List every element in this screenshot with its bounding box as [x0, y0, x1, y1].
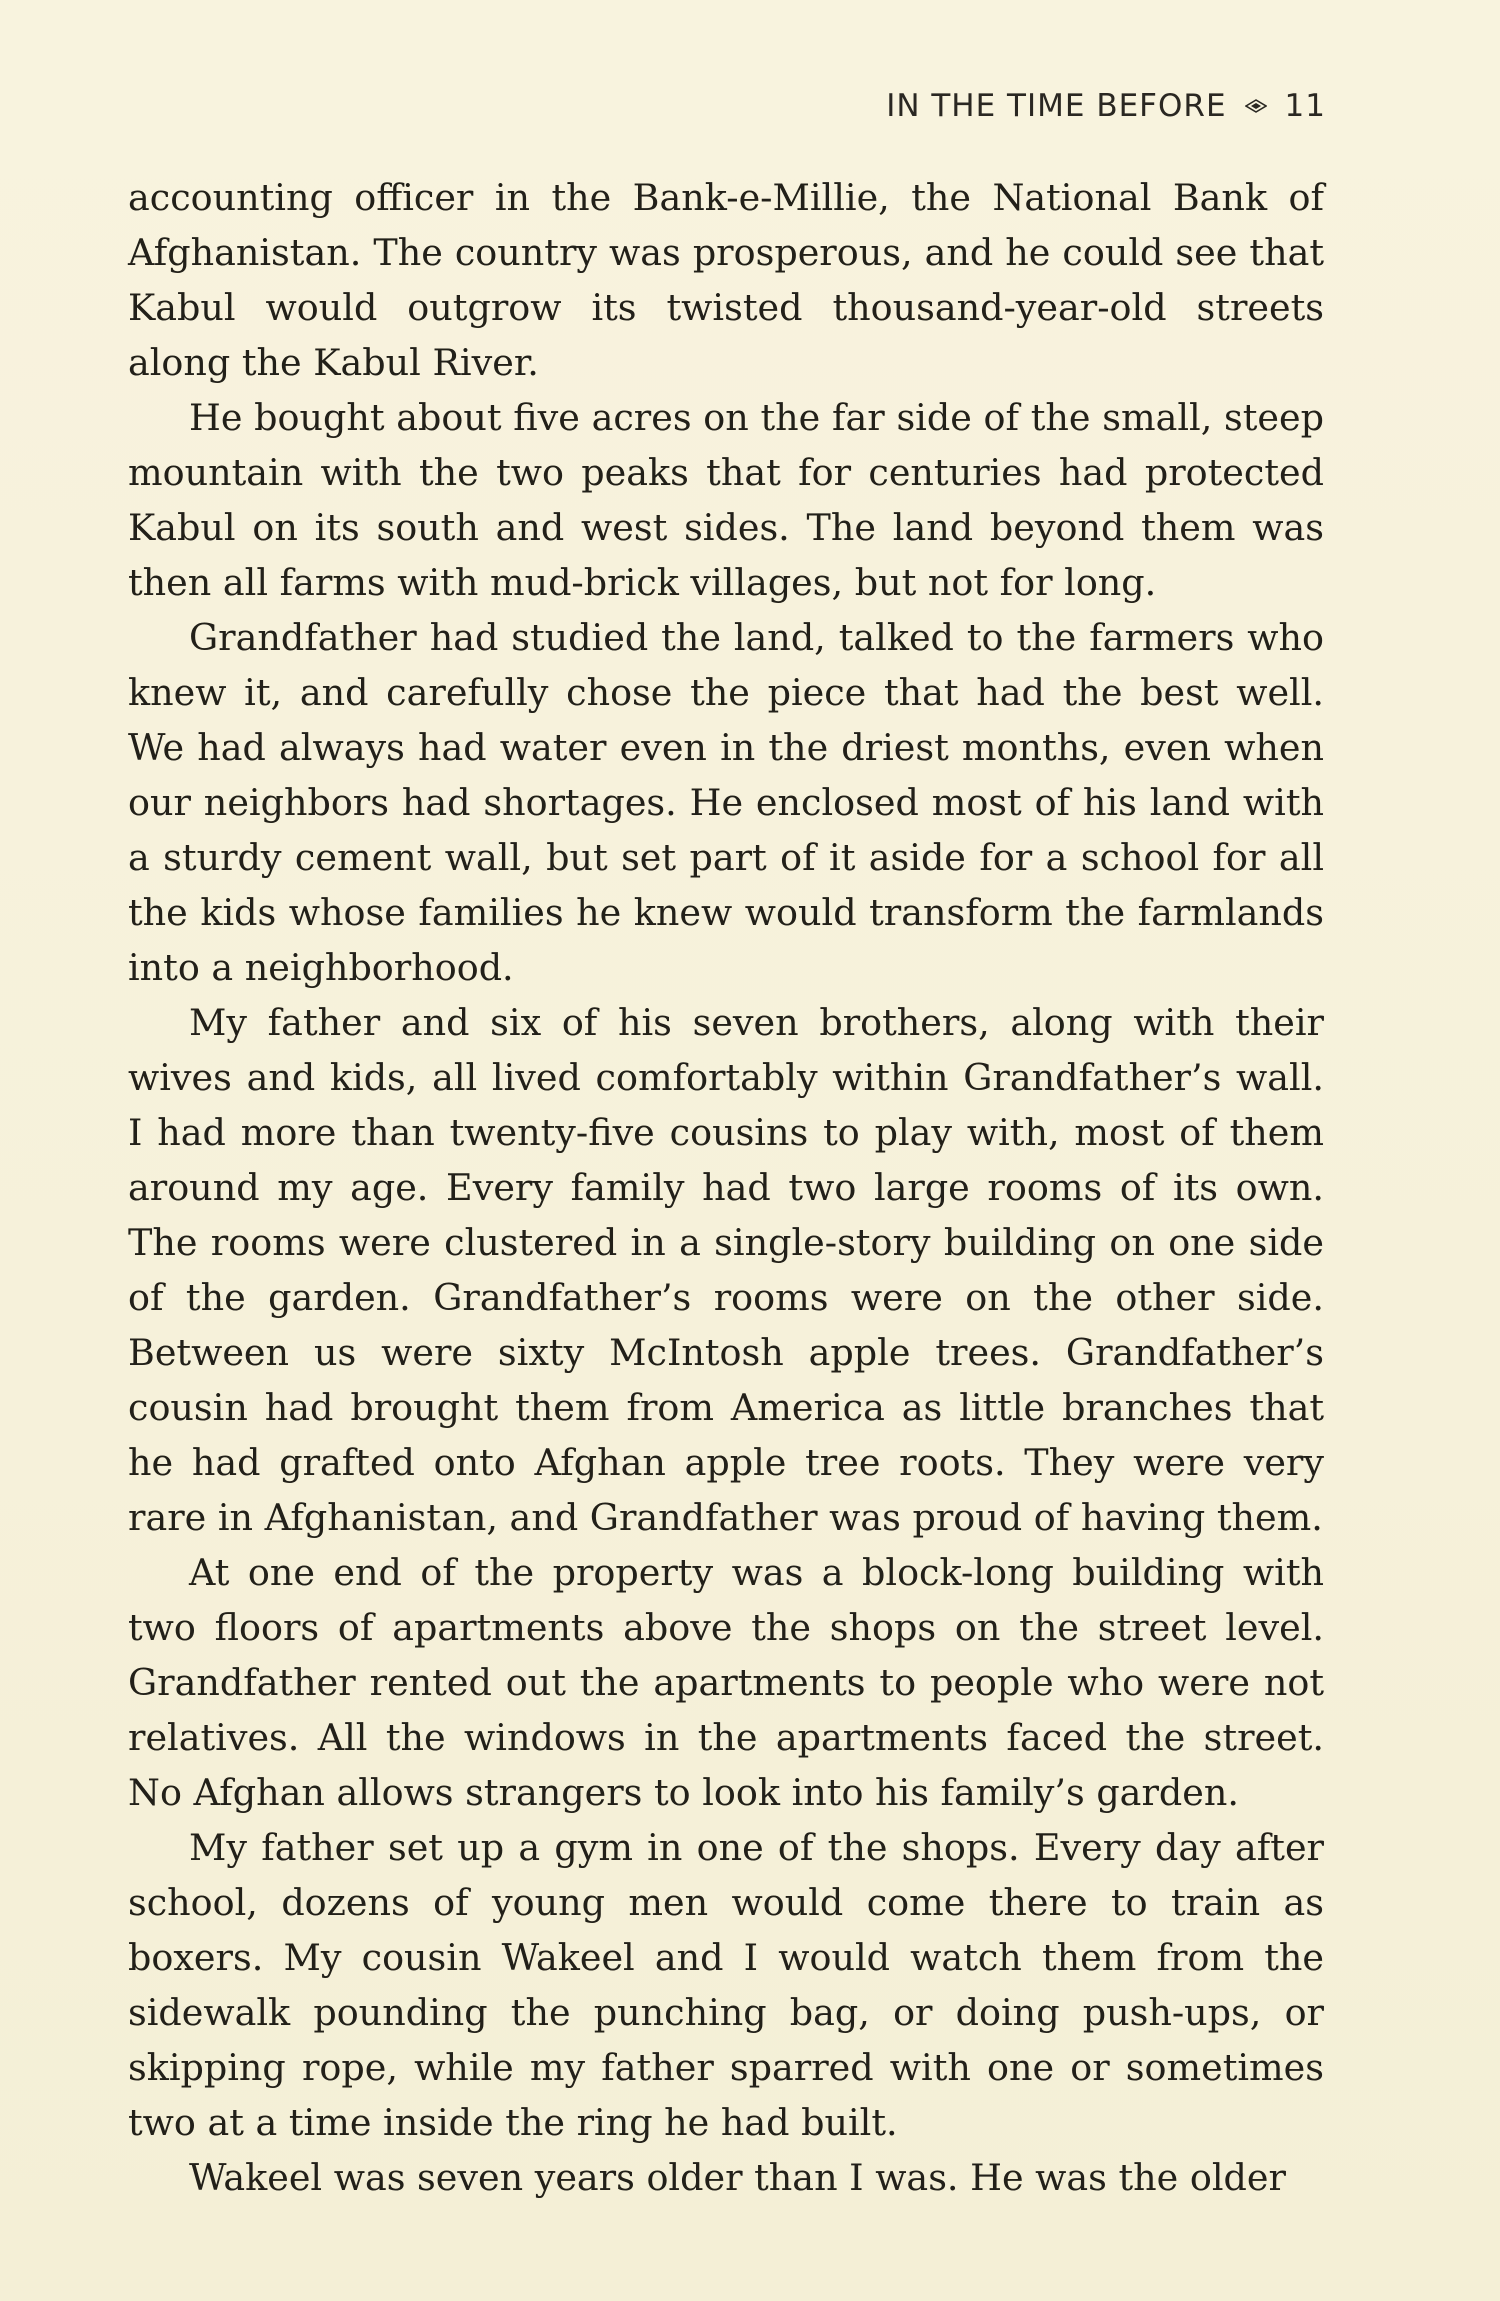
paragraph: accounting officer in the Bank-e-Millie, the National Bank of Afghanistan. The country was prosperous, and he could see that Kabul would outgrow its twisted thousand-year-old streets along the Kabul River. [128, 176, 1324, 384]
paragraph: Grandfather had studied the land, talked to the farmers who knew it, and carefully chose the piece that had the best well. We had always had water even in the driest months, even when our neighbors had shortages. He enclosed most of his land with a sturdy cement wall, but set part of it aside for a school for all the kids whose families he knew would transform the farmlands into a neighborhood. [128, 616, 1324, 989]
diamond-ornament-icon [1245, 99, 1267, 113]
paragraph: Wakeel was seven years older than I was. He was the older [189, 2156, 1286, 2199]
page-number: 11 [1284, 88, 1326, 124]
paragraph: My father set up a gym in one of the shops. Every day after school, dozens of young men would come there to train as boxers. My cousin Wakeel and I would watch them from the sidewalk pounding the punching bag, or doing push-ups, or skipping rope, while my father sparred with one or sometimes two at a time inside the ring he had built. [128, 1826, 1324, 2144]
chapter-title: IN THE TIME BEFORE [886, 88, 1227, 124]
running-head [886, 88, 1326, 124]
paragraph: At one end of the property was a block-long building with two floors of apartments above the shops on the street level. Grandfather rented out the apartments to people who were not relatives. All the windows in the apartments faced the street. No Afghan allows strangers to look into his family’s garden. [128, 1551, 1324, 1814]
paragraph: He bought about five acres on the far side of the small, steep mountain with the two peaks that for centuries had protected Kabul on its south and west sides. The land beyond them was then all farms with mud-brick villages, but not for long. [128, 396, 1324, 604]
paragraph: My father and six of his seven brothers, along with their wives and kids, all lived comfortably within Grandfather’s wall. I had more than twenty-five cousins to play with, most of them around my age. Every family had two large rooms of its own. The rooms were clustered in a single-story building on one side of the garden. Grandfather’s rooms were on the other side. Between us were sixty McIntosh apple trees. Grandfather’s cousin had brought them from America as little branches that he had grafted onto Afghan apple tree roots. They were very rare in Afghanistan, and Grandfather was proud of having them. [128, 1001, 1324, 1539]
body-text [128, 170, 1324, 2205]
